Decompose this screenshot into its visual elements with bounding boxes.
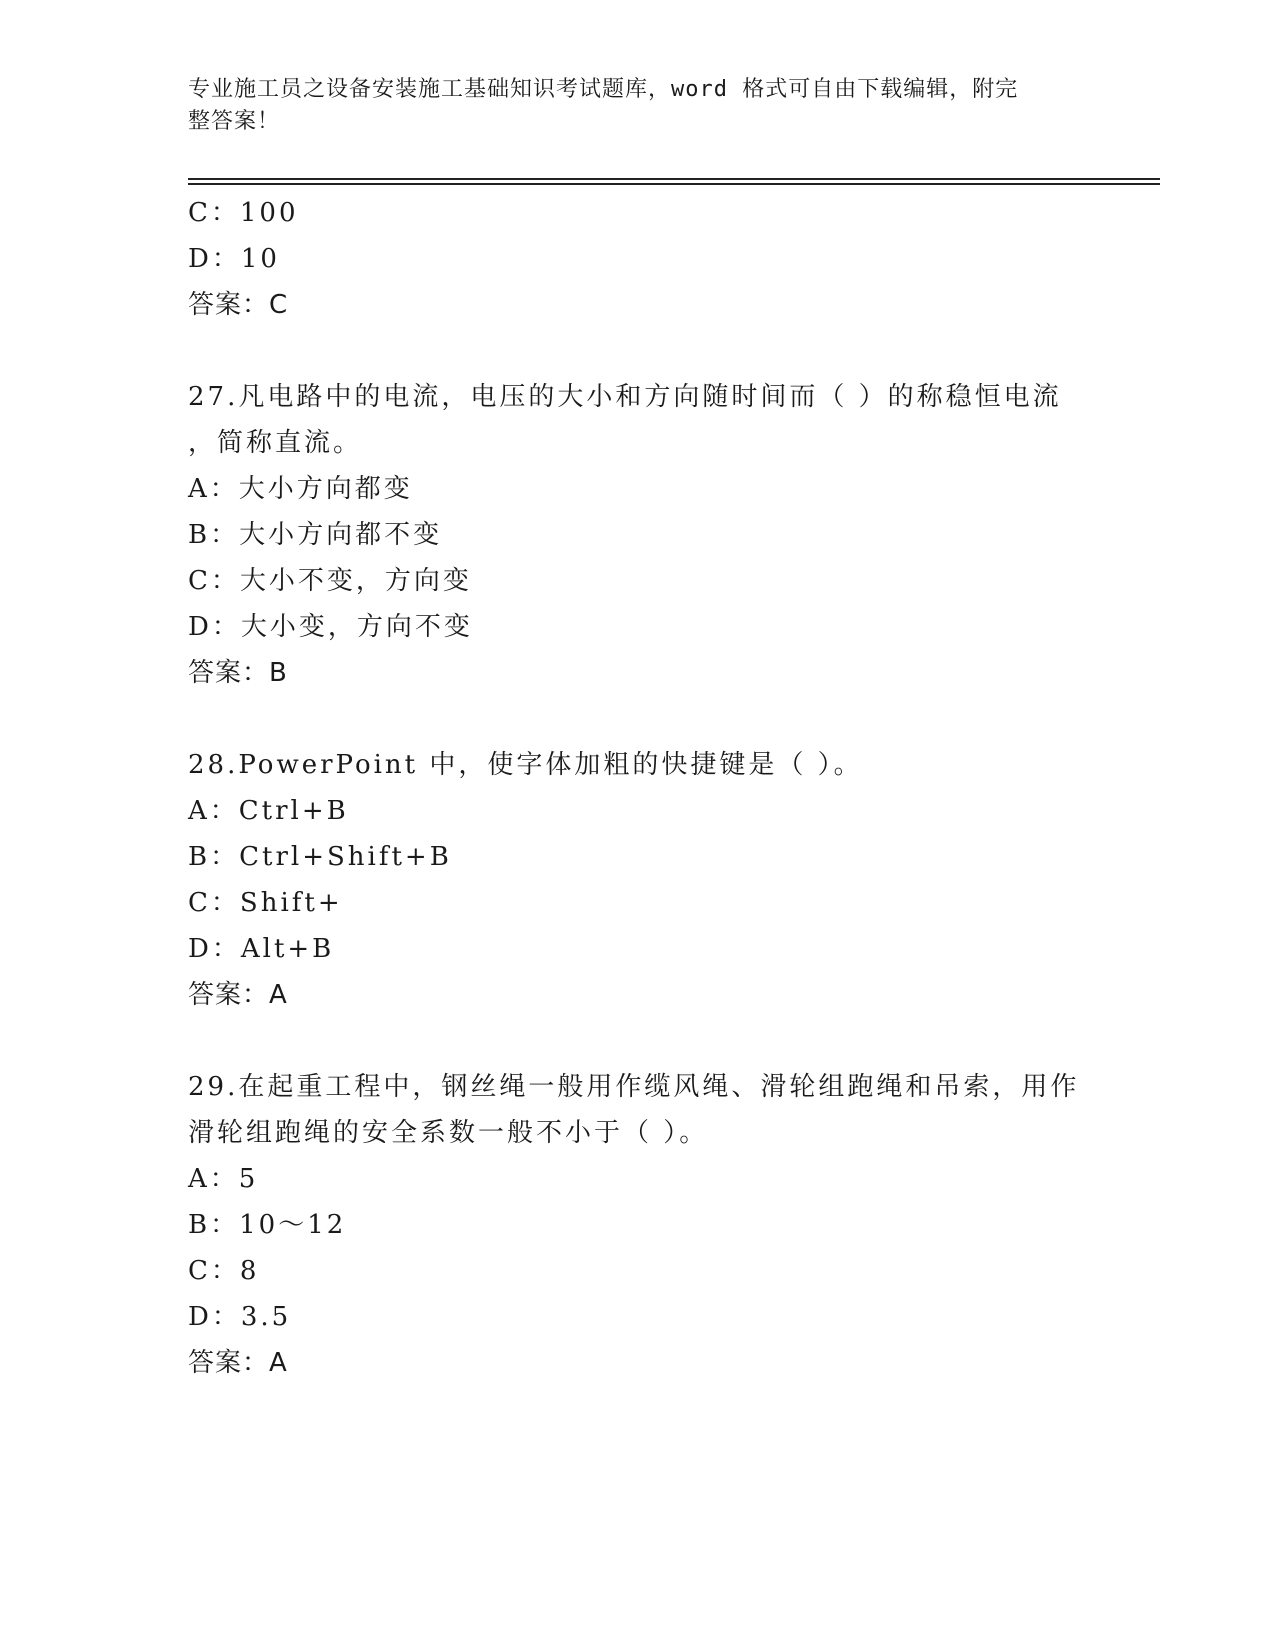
header-line-1: 专业施工员之设备安装施工基础知识考试题库，word 格式可自由下载编辑，附完 — [188, 77, 1019, 102]
question-stem: ，简称直流。 — [188, 428, 363, 458]
answer-line: 答案：A — [188, 1348, 288, 1378]
answer-line: 答案：A — [188, 980, 288, 1010]
option-a: A：大小方向都变 — [188, 474, 413, 504]
answer-line: 答案：C — [188, 290, 289, 320]
question-stem: 滑轮组跑绳的安全系数一般不小于（ ）。 — [188, 1118, 709, 1148]
question-28 — [188, 742, 1088, 1018]
question-stem: 29.在起重工程中，钢丝绳一般用作缆风绳、滑轮组跑绳和吊索，用作 — [188, 1072, 1080, 1102]
option-d: D：10 — [188, 244, 280, 274]
question-27 — [188, 374, 1088, 696]
answer-line: 答案：B — [188, 658, 288, 688]
header-divider-bottom — [188, 183, 1160, 185]
option-d: D：大小变，方向不变 — [188, 612, 473, 642]
document-body — [188, 190, 1088, 1386]
header-line-2: 整答案！ — [188, 109, 281, 134]
option-a: A：5 — [188, 1164, 259, 1194]
option-c: C：8 — [188, 1256, 260, 1286]
option-b: B：Ctrl+Shift+B — [188, 842, 452, 872]
option-d: D：Alt+B — [188, 934, 335, 964]
option-c: C：100 — [188, 198, 299, 228]
option-c: C：Shift+ — [188, 888, 343, 918]
option-d: D：3.5 — [188, 1302, 292, 1332]
option-b: B：10～12 — [188, 1210, 347, 1240]
question-stem: 28.PowerPoint 中，使字体加粗的快捷键是（ ）。 — [188, 750, 863, 780]
option-c: C：大小不变，方向变 — [188, 566, 472, 596]
header-divider-top — [188, 178, 1160, 180]
document-header — [188, 74, 1068, 138]
option-b: B：大小方向都不变 — [188, 520, 443, 550]
option-a: A：Ctrl+B — [188, 796, 349, 826]
continued-question — [188, 190, 1088, 328]
question-stem: 27.凡电路中的电流，电压的大小和方向随时间而（ ）的称稳恒电流 — [188, 382, 1062, 412]
question-29 — [188, 1064, 1088, 1386]
